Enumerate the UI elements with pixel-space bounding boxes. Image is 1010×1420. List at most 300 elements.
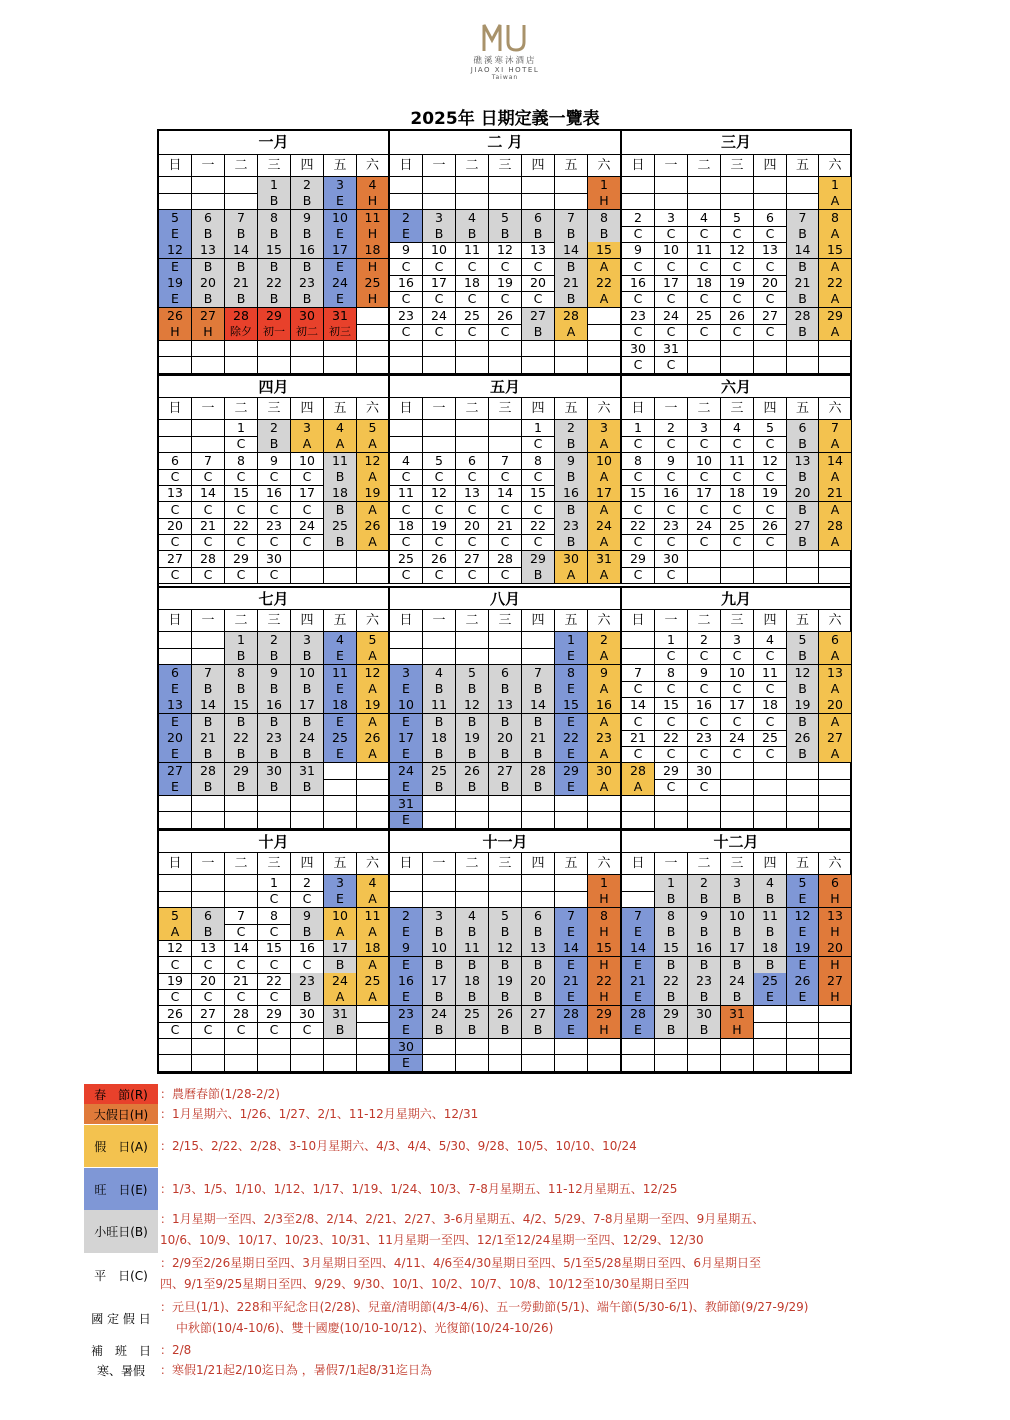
empty-cell	[324, 357, 357, 374]
empty-cell	[159, 1055, 192, 1072]
empty-cell	[819, 357, 851, 374]
day-category: C	[225, 534, 258, 551]
day-number: 15	[588, 242, 622, 259]
legend-key: 國 定 假 日	[91, 1311, 151, 1326]
legend-description: ：1月星期六、1/26、1/27、2/1、11-12月星期六、12/31	[160, 1107, 479, 1121]
day-category: H	[159, 324, 192, 341]
empty-cell	[192, 891, 225, 908]
day-category: C	[622, 226, 655, 243]
day-category: B	[655, 957, 688, 974]
day-category: C	[192, 502, 225, 519]
day-category: E	[390, 1055, 423, 1072]
day-number: 27	[754, 308, 787, 325]
empty-cell	[489, 812, 522, 829]
day-number: 10	[423, 242, 456, 259]
empty-cell	[291, 567, 324, 584]
day-category: E	[324, 681, 357, 698]
day-number: 11	[390, 485, 423, 502]
day-number: 2	[390, 210, 423, 227]
day-category: B	[489, 957, 522, 974]
day-number: 8	[588, 908, 622, 925]
empty-cell	[555, 341, 588, 358]
day-category: B	[291, 193, 324, 210]
day-number: 11	[423, 697, 456, 714]
weekday-header: 日	[159, 155, 192, 177]
day-category: B	[522, 681, 555, 698]
day-category: B	[688, 989, 721, 1006]
day-category: B	[291, 226, 324, 243]
weekday-header: 五	[787, 610, 819, 632]
day-category: C	[390, 567, 423, 584]
weekday-header: 三	[721, 155, 754, 177]
day-number: 5	[754, 420, 787, 437]
empty-cell	[489, 1055, 522, 1072]
day-number: 22	[655, 730, 688, 747]
empty-cell	[721, 763, 754, 780]
day-category: H	[819, 989, 851, 1006]
day-number: 24	[390, 763, 423, 780]
day-number: 10	[324, 908, 357, 925]
day-category: A	[819, 502, 851, 519]
day-number: 9	[258, 453, 291, 470]
empty-cell	[489, 341, 522, 358]
empty-cell	[819, 1039, 851, 1056]
day-number: 22	[555, 730, 588, 747]
empty-cell	[225, 357, 258, 374]
day-category: C	[622, 259, 655, 276]
weekday-header: 日	[622, 155, 655, 177]
empty-cell	[456, 420, 489, 437]
day-category: C	[721, 291, 754, 308]
day-number: 17	[655, 275, 688, 292]
day-category: C	[655, 534, 688, 551]
day-category: B	[787, 648, 819, 665]
day-category: A	[819, 469, 851, 486]
day-category: H	[588, 1022, 622, 1039]
day-number: 8	[555, 665, 588, 682]
day-category: C	[655, 648, 688, 665]
empty-cell	[622, 1055, 655, 1072]
empty-cell	[324, 567, 357, 584]
empty-cell	[456, 796, 489, 813]
empty-cell	[555, 891, 588, 908]
day-number: 28	[787, 308, 819, 325]
empty-cell	[489, 1039, 522, 1056]
day-number: 26	[721, 308, 754, 325]
day-category: B	[456, 1022, 489, 1039]
empty-cell	[423, 1039, 456, 1056]
day-number: 1	[622, 420, 655, 437]
empty-cell	[588, 1039, 622, 1056]
empty-cell	[357, 1006, 390, 1023]
day-number: 20	[456, 518, 489, 535]
weekday-header: 六	[588, 398, 622, 420]
day-category: B	[324, 534, 357, 551]
weekday-header: 四	[754, 610, 787, 632]
day-number: 12	[357, 453, 390, 470]
month-title: 二 月	[390, 131, 622, 155]
day-category: A	[588, 436, 622, 453]
day-number: 1	[522, 420, 555, 437]
day-number: 5	[489, 908, 522, 925]
empty-cell	[225, 193, 258, 210]
weekday-header: 六	[588, 610, 622, 632]
empty-cell	[291, 551, 324, 568]
empty-cell	[555, 193, 588, 210]
day-number: 25	[390, 551, 423, 568]
empty-cell	[688, 796, 721, 813]
empty-cell	[622, 891, 655, 908]
day-category: C	[655, 259, 688, 276]
day-category: B	[721, 924, 754, 941]
day-number: 14	[787, 242, 819, 259]
day-number: 18	[721, 485, 754, 502]
empty-cell	[258, 812, 291, 829]
day-category: C	[688, 259, 721, 276]
weekday-header: 五	[555, 398, 588, 420]
day-number: 29	[622, 551, 655, 568]
day-category: B	[423, 924, 456, 941]
day-number: 27	[522, 308, 555, 325]
day-number: 21	[555, 275, 588, 292]
day-category: C	[423, 324, 456, 341]
empty-cell	[423, 1055, 456, 1072]
empty-cell	[522, 1039, 555, 1056]
empty-cell	[754, 551, 787, 568]
day-category: B	[192, 259, 225, 276]
day-number: 29	[258, 308, 291, 325]
empty-cell	[159, 1039, 192, 1056]
day-number: 26	[787, 973, 819, 990]
day-category: C	[688, 226, 721, 243]
day-category: B	[522, 226, 555, 243]
page-title: 2025年 日期定義一覽表	[410, 109, 600, 129]
month-title: 七月	[159, 586, 390, 610]
day-number: 27	[489, 763, 522, 780]
day-category: C	[721, 259, 754, 276]
day-category: B	[754, 924, 787, 941]
weekday-header: 日	[622, 398, 655, 420]
empty-cell	[754, 567, 787, 584]
empty-cell	[324, 1055, 357, 1072]
weekday-header: 一	[192, 853, 225, 875]
empty-cell	[258, 1055, 291, 1072]
day-category: B	[555, 259, 588, 276]
empty-cell	[192, 875, 225, 892]
empty-cell	[622, 796, 655, 813]
day-category: E	[159, 259, 192, 276]
weekday-header: 四	[291, 398, 324, 420]
weekday-header: 四	[291, 610, 324, 632]
day-category: B	[456, 779, 489, 796]
day-number: 5	[721, 210, 754, 227]
day-category: B	[258, 714, 291, 731]
day-category: B	[688, 924, 721, 941]
day-category: C	[456, 534, 489, 551]
day-category: E	[555, 957, 588, 974]
day-number: 10	[655, 242, 688, 259]
day-number: 23	[258, 518, 291, 535]
day-number: 2	[390, 908, 423, 925]
day-category: B	[225, 681, 258, 698]
empty-cell	[159, 420, 192, 437]
day-number: 4	[754, 632, 787, 649]
day-category: B	[258, 193, 291, 210]
empty-cell	[721, 796, 754, 813]
day-category: C	[688, 469, 721, 486]
empty-cell	[787, 1039, 819, 1056]
day-number: 3	[721, 875, 754, 892]
day-number: 30	[555, 551, 588, 568]
day-number: 26	[159, 1006, 192, 1023]
weekday-header: 二	[456, 398, 489, 420]
weekday-header: 一	[192, 610, 225, 632]
day-number: 31	[324, 308, 357, 325]
day-number: 29	[225, 551, 258, 568]
month-title: 十月	[159, 829, 390, 853]
day-category: E	[622, 924, 655, 941]
day-number: 30	[655, 551, 688, 568]
day-number: 18	[688, 275, 721, 292]
weekday-header: 二	[456, 155, 489, 177]
day-number: 9	[390, 242, 423, 259]
day-number: 4	[324, 632, 357, 649]
empty-cell	[787, 357, 819, 374]
empty-cell	[754, 193, 787, 210]
empty-cell	[721, 357, 754, 374]
day-number: 8	[819, 210, 851, 227]
empty-cell	[754, 812, 787, 829]
weekday-header: 二	[225, 610, 258, 632]
empty-cell	[819, 551, 851, 568]
day-number: 17	[423, 973, 456, 990]
weekday-header: 三	[721, 853, 754, 875]
day-number: 7	[225, 210, 258, 227]
day-number: 10	[324, 210, 357, 227]
day-number: 31	[721, 1006, 754, 1023]
day-category: C	[390, 259, 423, 276]
day-number: 31	[390, 796, 423, 813]
day-category: E	[390, 746, 423, 763]
day-category: C	[489, 324, 522, 341]
day-category: C	[721, 469, 754, 486]
day-category: B	[555, 226, 588, 243]
day-number: 27	[192, 1006, 225, 1023]
weekday-header: 二	[688, 398, 721, 420]
empty-cell	[225, 796, 258, 813]
hotel-location: Taiwan	[491, 74, 519, 81]
day-category: A	[819, 291, 851, 308]
weekday-header: 日	[159, 610, 192, 632]
day-number: 17	[721, 697, 754, 714]
day-category: C	[688, 648, 721, 665]
empty-cell	[456, 812, 489, 829]
day-number: 27	[192, 308, 225, 325]
day-number: 26	[456, 763, 489, 780]
hotel-logo	[0, 22, 1010, 81]
day-number: 11	[754, 908, 787, 925]
legend-key: 平 日(C)	[84, 1254, 158, 1296]
day-number: 5	[357, 420, 390, 437]
day-category: B	[225, 259, 258, 276]
day-number: 4	[754, 875, 787, 892]
day-category: 初一	[258, 324, 291, 341]
legend-row	[84, 1084, 984, 1104]
day-category: C	[622, 746, 655, 763]
day-number: 27	[819, 730, 851, 747]
day-number: 7	[555, 210, 588, 227]
weekday-header: 五	[555, 610, 588, 632]
empty-cell	[192, 648, 225, 665]
day-category: C	[423, 534, 456, 551]
day-number: 22	[588, 275, 622, 292]
empty-cell	[721, 177, 754, 194]
day-category: H	[588, 891, 622, 908]
weekday-header: 六	[819, 155, 851, 177]
legend-description: ：2/9至2/26星期日至四、3月星期日至四、4/11、4/6至4/30星期日至四、5/1至5/28星期日至四、6月星期日至	[160, 1256, 761, 1270]
day-category: C	[192, 469, 225, 486]
weekday-header: 五	[324, 155, 357, 177]
day-category: H	[357, 226, 390, 243]
day-category: C	[489, 567, 522, 584]
day-number: 30	[291, 308, 324, 325]
day-number: 28	[225, 308, 258, 325]
day-number: 3	[291, 420, 324, 437]
empty-cell	[489, 420, 522, 437]
day-category: B	[456, 924, 489, 941]
day-number: 21	[622, 973, 655, 990]
day-category: B	[489, 779, 522, 796]
day-category: C	[291, 502, 324, 519]
day-category: C	[721, 324, 754, 341]
day-category: B	[324, 1022, 357, 1039]
empty-cell	[159, 796, 192, 813]
day-number: 4	[721, 420, 754, 437]
day-number: 9	[588, 665, 622, 682]
day-number: 25	[357, 275, 390, 292]
empty-cell	[787, 193, 819, 210]
day-number: 21	[225, 973, 258, 990]
day-number: 10	[688, 453, 721, 470]
day-category: C	[522, 469, 555, 486]
day-category: E	[390, 924, 423, 941]
day-number: 16	[258, 697, 291, 714]
day-category: C	[258, 1022, 291, 1039]
empty-cell	[159, 812, 192, 829]
empty-cell	[159, 648, 192, 665]
day-number: 24	[291, 518, 324, 535]
weekday-header: 日	[622, 853, 655, 875]
empty-cell	[688, 567, 721, 584]
day-category: C	[456, 291, 489, 308]
day-number: 13	[489, 697, 522, 714]
empty-cell	[159, 193, 192, 210]
day-category: C	[159, 502, 192, 519]
empty-cell	[192, 1039, 225, 1056]
empty-cell	[423, 648, 456, 665]
day-category: E	[390, 779, 423, 796]
day-category: C	[159, 989, 192, 1006]
empty-cell	[423, 891, 456, 908]
day-category: E	[555, 714, 588, 731]
empty-cell	[522, 177, 555, 194]
day-category: C	[159, 1022, 192, 1039]
day-category: C	[456, 469, 489, 486]
day-category: B	[489, 746, 522, 763]
day-category: C	[291, 469, 324, 486]
empty-cell	[555, 796, 588, 813]
day-category: C	[258, 502, 291, 519]
day-category: A	[324, 436, 357, 453]
empty-cell	[258, 357, 291, 374]
day-category: A	[588, 502, 622, 519]
day-category: B	[456, 681, 489, 698]
weekday-header: 五	[324, 610, 357, 632]
day-number: 2	[588, 632, 622, 649]
day-category: C	[622, 534, 655, 551]
day-category: A	[819, 436, 851, 453]
weekday-header: 三	[258, 398, 291, 420]
day-category: B	[225, 779, 258, 796]
day-number: 5	[787, 632, 819, 649]
day-number: 15	[522, 485, 555, 502]
day-category: C	[390, 502, 423, 519]
day-number: 21	[489, 518, 522, 535]
empty-cell	[390, 632, 423, 649]
day-number: 6	[456, 453, 489, 470]
empty-cell	[555, 875, 588, 892]
day-category: A	[555, 567, 588, 584]
weekday-header: 日	[622, 610, 655, 632]
day-category: B	[787, 681, 819, 698]
hotel-name-cn: 礁溪寒沐酒店	[473, 56, 537, 66]
day-category: B	[423, 746, 456, 763]
empty-cell	[787, 341, 819, 358]
day-number: 28	[622, 1006, 655, 1023]
legend-row	[84, 1104, 984, 1124]
day-category: C	[258, 567, 291, 584]
empty-cell	[688, 812, 721, 829]
day-category: C	[622, 681, 655, 698]
day-category: A	[357, 714, 390, 731]
day-category: E	[390, 812, 423, 829]
empty-cell	[489, 436, 522, 453]
day-number: 9	[688, 665, 721, 682]
day-number: 13	[159, 697, 192, 714]
empty-cell	[819, 1022, 851, 1039]
day-number: 4	[423, 665, 456, 682]
empty-cell	[423, 420, 456, 437]
empty-cell	[324, 763, 357, 780]
weekday-header: 四	[754, 155, 787, 177]
day-number: 8	[225, 665, 258, 682]
day-number: 9	[258, 665, 291, 682]
day-number: 4	[357, 875, 390, 892]
day-number: 1	[258, 177, 291, 194]
day-number: 23	[291, 275, 324, 292]
day-category: E	[555, 1022, 588, 1039]
day-number: 9	[688, 908, 721, 925]
day-number: 12	[456, 697, 489, 714]
day-number: 14	[192, 697, 225, 714]
day-number: 28	[192, 763, 225, 780]
weekday-header: 四	[291, 155, 324, 177]
empty-cell	[787, 567, 819, 584]
legend-description-cont: 四、9/1至9/25星期日至四、9/29、9/30、10/1、10/2、10/7、10/8、10/12至10/30星期日至四	[160, 1277, 690, 1291]
empty-cell	[522, 357, 555, 374]
day-category: A	[588, 469, 622, 486]
day-category: B	[721, 989, 754, 1006]
